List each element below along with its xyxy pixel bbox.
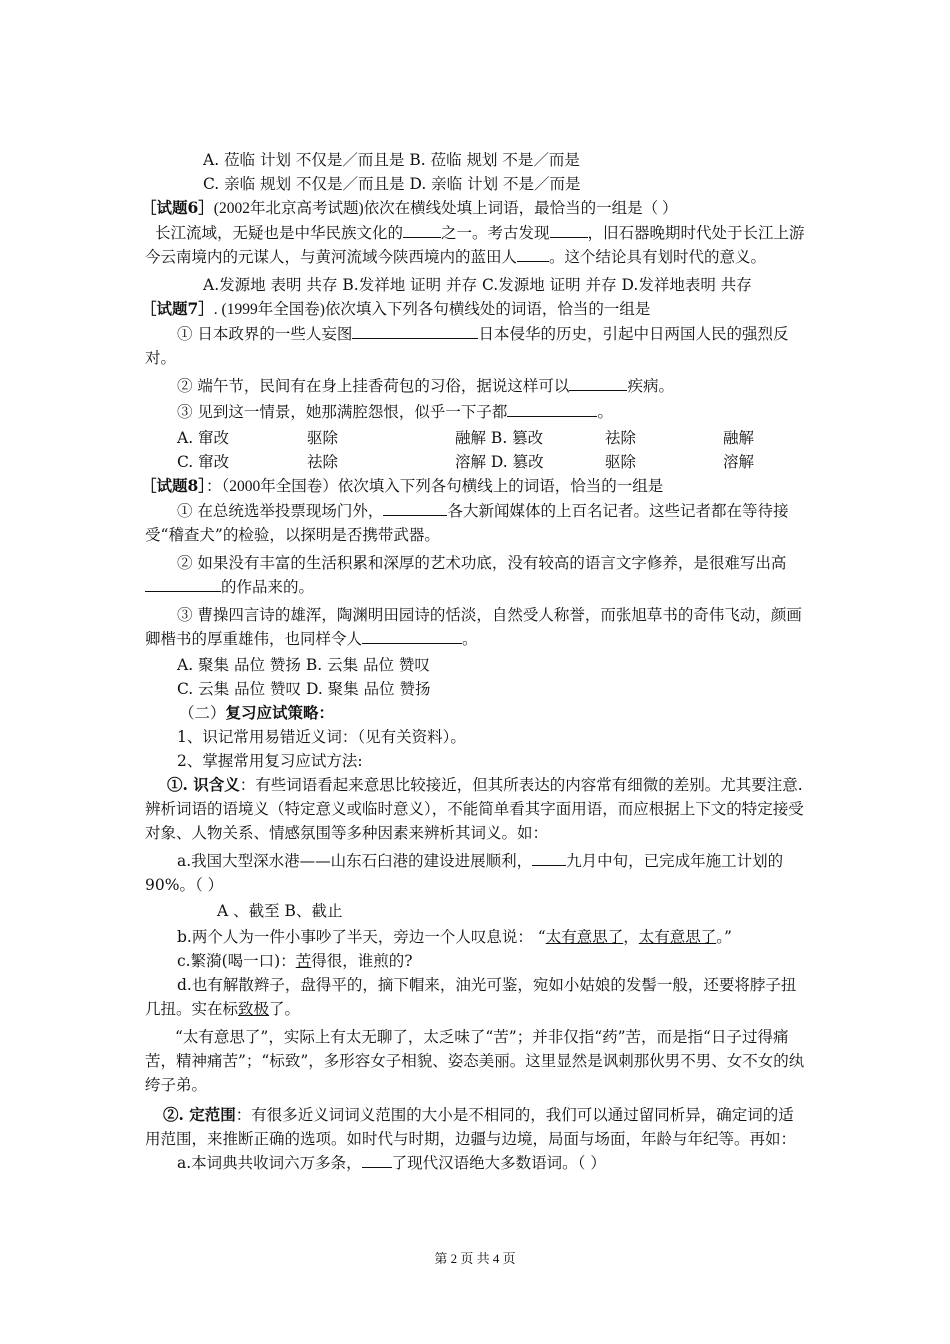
option-cell: 溶解 D. 篡改 [455, 453, 544, 471]
q7-options-a [145, 426, 809, 450]
q8-text: ② 如果没有丰富的生活积累和深厚的艺术功底，没有较高的语言文字修养，是很难写出高 [177, 554, 787, 572]
page-footer: 第 2 页 共 4 页 [434, 1251, 516, 1266]
explanation-paragraph: “太有意思了”，实际上有太无聊了，太乏味了“苦”；并非仅指“药”苦，而是指“日子过得痛苦，精神痛苦”；“标致”，多形容女子相貌、姿态美丽。这里显然是讽刺那伙男不男、女不女的纨绔子弟。 [145, 1028, 805, 1094]
example-text: a.我国大型深水港——山东石臼港的建设进展顺利， [177, 852, 533, 870]
option-cell: 祛除 [307, 453, 339, 471]
q6-heading [141, 196, 809, 221]
underlined-phrase: 太有意思了 [638, 928, 717, 946]
method-2-paragraph [145, 1103, 809, 1151]
underlined-phrase: 致极 [238, 1000, 270, 1018]
method-1-paragraph [145, 773, 809, 845]
example-b [145, 925, 809, 949]
example-a [145, 849, 809, 897]
q8-text: 的作品来的。 [221, 578, 315, 596]
q6-label: ［试题6］ [141, 198, 214, 217]
q6-options: A.发源地 表明 共存 B.发祥地 证明 并存 C.发源地 证明 并存 D.发祥地表明 共存 [203, 276, 752, 294]
q7-text: ① 日本政界的一些人妄图 [177, 325, 353, 343]
blank-line [517, 247, 549, 262]
strategy-item-2: 2、掌握常用复习应试方法: [177, 752, 363, 770]
q5-option-line-2: C. 亲临 规划 不仅是／而且是 D. 亲临 计划 不是／而是 [203, 175, 581, 193]
q7-label: ［试题7］ [141, 299, 214, 318]
q6-title: (2002年北京高考试题)依次在横线处填上词语，最恰当的一组是（ ） [213, 200, 678, 217]
q8-options-a: A. 聚集 品位 赞扬 B. 云集 品位 赞叹 [177, 656, 430, 674]
example-text: 得很，谁煎的? [311, 952, 413, 970]
method-1-text: ：有些词语看起来意思比较接近，但其所表达的内容常有细微的差别。尤其要注意.辨析词语的语境义（特定意义或临时意义），不能简单看其字面用语，而应根据上下文的特定接受对象、人物关系、情感氛围等多种因素来辨析其词义。如： [145, 776, 804, 842]
example-text: ， [623, 928, 639, 946]
strategy-heading [145, 701, 809, 725]
option-cell: C. 窜改 [177, 453, 230, 471]
option-cell: 融解 [723, 429, 755, 447]
example-text: 了现代汉语绝大多数语词。（ ） [391, 1154, 606, 1172]
q8-text: 各大新闻媒体的上百名记者。这些记者都在等待接受“稽查犬”的检验，以探明是否携带武器。 [145, 502, 789, 544]
blank-line [383, 501, 447, 516]
blank-line [507, 402, 597, 417]
q7-text: ③ 见到这一情景，她那满腔怨恨，似乎一下子都 [177, 403, 508, 421]
example-text: d.也有解散辫子，盘得平的，摘下帽来，油光可鉴，宛如小姑娘的发髻一般，还要将脖子扭几扭。实在标 [145, 976, 797, 1018]
q7-sentence-3 [145, 400, 809, 424]
method-2-label: ②. 定范围 [163, 1105, 236, 1124]
q8-title: ：（2000年全国卷）依次填入下列各句横线上的词语，恰当的一组是 [206, 478, 664, 495]
q6-passage-part: ，旧石器晚期时代处于长江上游今云南境内的元谋人，与黄河流域今陕西境内的蓝田人 [145, 224, 805, 266]
strategy-heading-text: 复习应试策略： [225, 703, 335, 722]
option-cell: 驱除 [307, 429, 339, 447]
example-d [145, 973, 809, 1021]
underlined-phrase: 苦 [295, 952, 312, 970]
method-2-example-a [145, 1151, 809, 1175]
blank-line [403, 223, 441, 238]
example-text: c.繁漪(喝一口)： [177, 952, 296, 970]
blank-line [145, 577, 221, 592]
q8-options-c: C. 云集 品位 赞叹 D. 聚集 品位 赞扬 [177, 680, 431, 698]
blank-line [550, 223, 588, 238]
example-c [145, 949, 809, 973]
blank-line [569, 376, 627, 391]
example-a-options: A 、截至 B、截止 [217, 902, 343, 920]
q6-passage-part: 。这个结论具有划时代的意义。 [549, 248, 767, 266]
example-text: 。” [716, 928, 732, 946]
q8-text: ① 在总统选举投票现场门外， [177, 502, 384, 520]
method-1-label: ①. 识含义 [167, 775, 240, 794]
option-cell: 融解 B. 篡改 [455, 429, 544, 447]
q7-text: ② 端午节，民间有在身上挂香荷包的习俗，据说这样可以 [177, 377, 570, 395]
strategy-heading-prefix: （二） [179, 704, 226, 722]
q8-sentence-2 [145, 551, 809, 599]
method-2-text: ：有很多近义词词义范围的大小是不相同的，我们可以通过留同析异，确定词的适用范围，来推断正确的选项。如时代与时期，边疆与边境，局面与场面，年龄与年纪等。再如： [145, 1106, 797, 1148]
strategy-item-1: 1、识记常用易错近义词：（见有关资料）。 [177, 728, 466, 746]
option-cell: 祛除 [605, 429, 637, 447]
q8-sentence-1 [145, 499, 809, 547]
blank-line [352, 324, 478, 339]
q8-sentence-3 [145, 603, 809, 651]
option-cell: 驱除 [605, 453, 637, 471]
example-text: 了。 [269, 1000, 301, 1018]
q6-passage-part: 之一。考古发现 [441, 224, 550, 242]
q7-text: 疾病。 [627, 377, 674, 395]
example-text: b.两个人为一件小事吵了半天，旁边一个人叹息说： “ [177, 928, 546, 946]
document-page [141, 148, 809, 1175]
option-cell: A. 窜改 [177, 429, 230, 447]
blank-line [362, 1153, 392, 1168]
q7-text: 。 [597, 403, 613, 421]
blank-line [532, 851, 566, 866]
example-text: 九月中旬，已完成年施工计划的90%。（ ） [145, 852, 784, 894]
example-text: a.本词典共收词六万多条， [177, 1154, 362, 1172]
q6-passage-part: 长江流域，无疑也是中华民族文化的 [155, 224, 404, 242]
option-cell: 溶解 [723, 453, 755, 471]
q8-text: ③ 曹操四言诗的雄浑，陶渊明田园诗的恬淡，自然受人称誉，而张旭草书的奇伟飞动，颜画卿楷书的厚重雄伟，也同样令人 [145, 606, 802, 648]
q7-sentence-2 [145, 374, 809, 398]
q7-sentence-1 [145, 322, 809, 370]
q7-title: . (1999年全国卷)依次填入下列各句横线处的词语，恰当的一组是 [213, 301, 651, 318]
blank-line [362, 629, 462, 644]
q8-text: 。 [462, 630, 478, 648]
q7-text: 日本侵华的历史，引起中日两国人民的强烈反对。 [145, 325, 789, 367]
q7-options-c [145, 450, 809, 474]
q7-heading [141, 297, 809, 322]
underlined-phrase: 太有意思了 [545, 928, 624, 946]
q5-option-line-1: A. 莅临 计划 不仅是／而且是 B. 莅临 规划 不是／而是 [203, 151, 580, 169]
q8-label: ［试题8］ [141, 476, 207, 495]
q6-passage [145, 221, 809, 269]
q8-heading [141, 474, 809, 499]
